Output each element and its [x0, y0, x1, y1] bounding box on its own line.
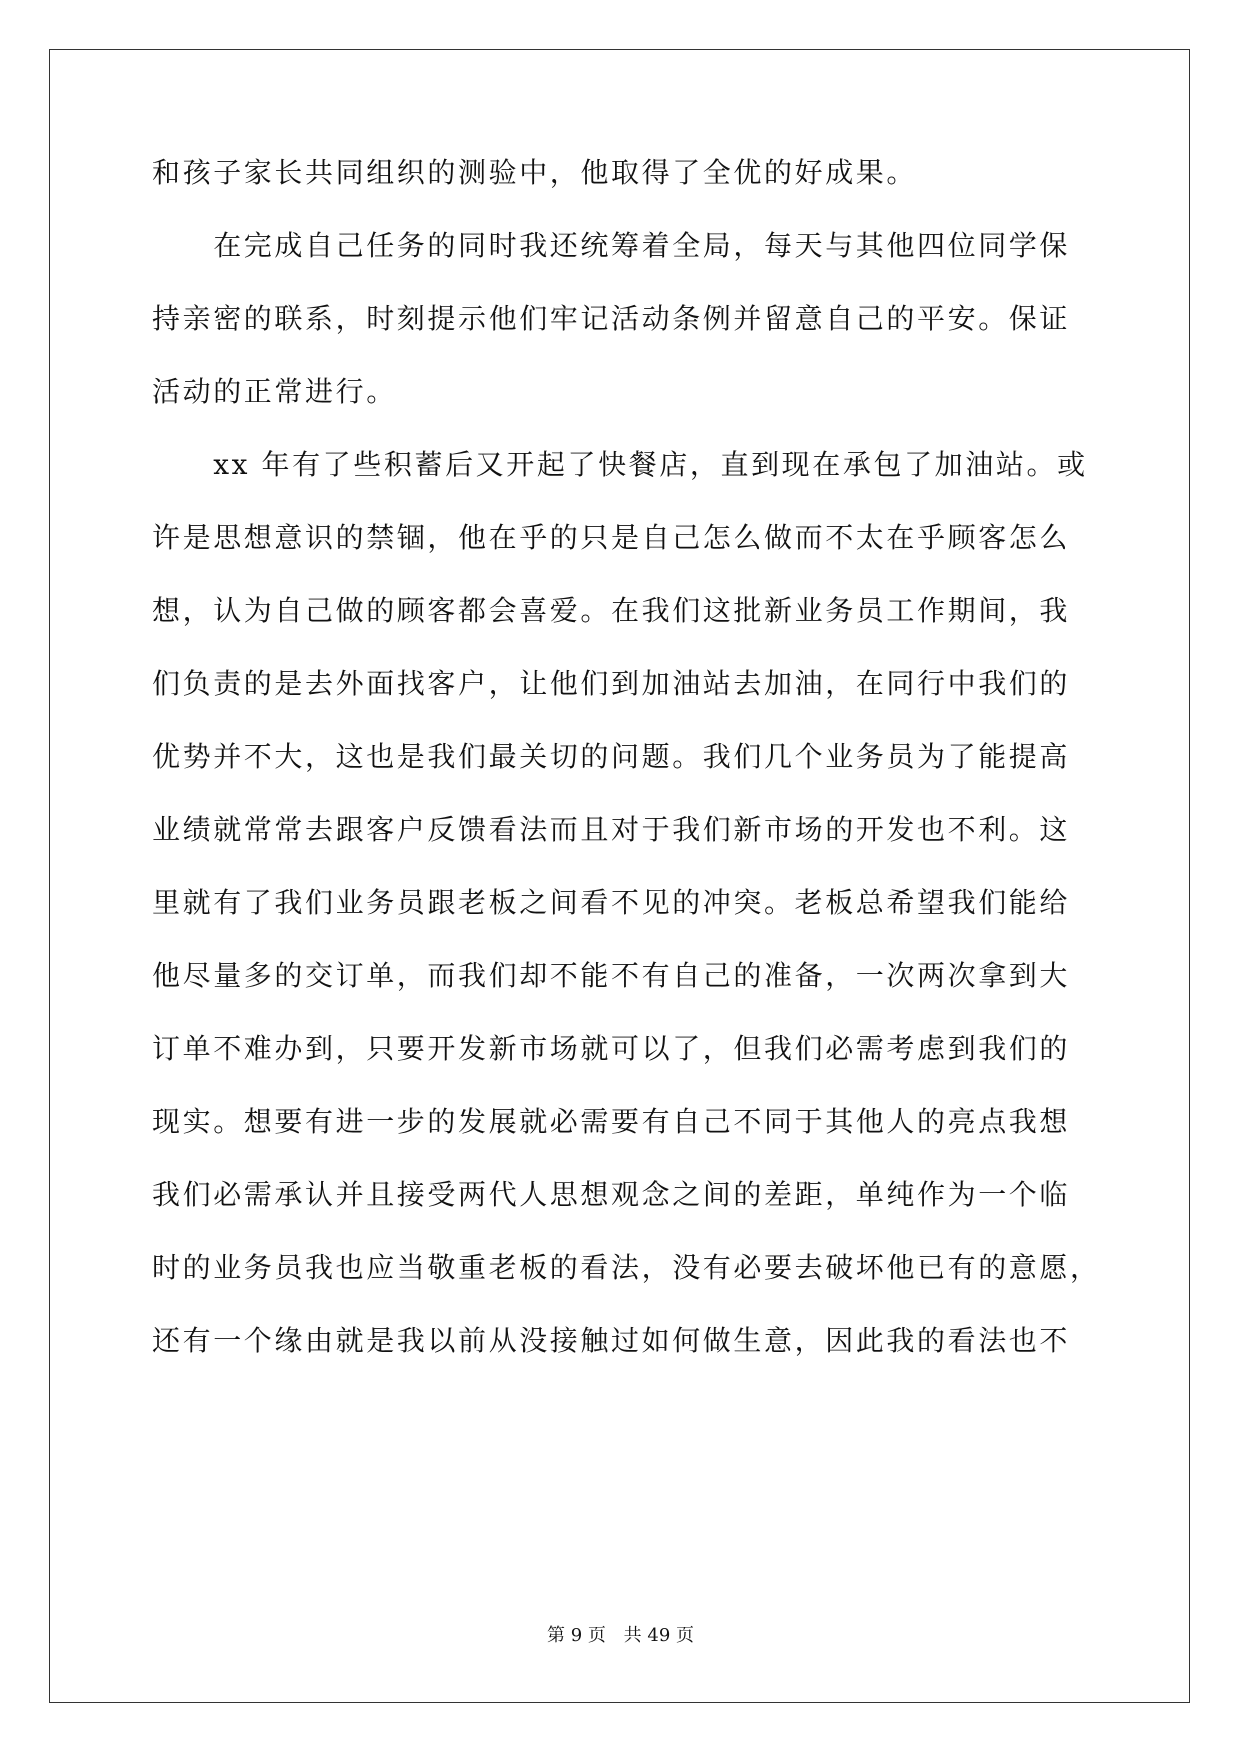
text-line: 现实。想要有进一步的发展就必需要有自己不同于其他人的亮点我想: [152, 1105, 1071, 1138]
text-line: 优势并不大，这也是我们最关切的问题。我们几个业务员为了能提高: [152, 740, 1071, 773]
text-line: 我们必需承认并且接受两代人思想观念之间的差距，单纯作为一个临: [152, 1178, 1071, 1211]
text-line: 持亲密的联系，时刻提示他们牢记活动条例并留意自己的平安。保证: [152, 302, 1071, 335]
text-line: xx 年有了些积蓄后又开起了快餐店，直到现在承包了加油站。或: [152, 448, 1088, 481]
text-line: 订单不难办到，只要开发新市场就可以了，但我们必需考虑到我们的: [152, 1032, 1071, 1065]
page-footer: [0, 1621, 1241, 1647]
page-total: 共 49 页: [623, 1625, 694, 1646]
page-number: 第 9 页: [547, 1625, 606, 1646]
text-line: 活动的正常进行。: [152, 375, 397, 408]
text-line: 想，认为自己做的顾客都会喜爱。在我们这批新业务员工作期间，我: [152, 594, 1071, 627]
text-line: 在完成自己任务的同时我还统筹着全局，每天与其他四位同学保: [152, 229, 1071, 262]
text-line: 许是思想意识的禁锢，他在乎的只是自己怎么做而不太在乎顾客怎么: [152, 521, 1071, 554]
page-border: [49, 49, 1190, 1703]
text-line: 和孩子家长共同组织的测验中，他取得了全优的好成果。: [152, 156, 918, 189]
text-line: 还有一个缘由就是我以前从没接触过如何做生意，因此我的看法也不: [152, 1324, 1071, 1357]
text-line: 业绩就常常去跟客户反馈看法而且对于我们新市场的开发也不利。这: [152, 813, 1071, 846]
text-line: 们负责的是去外面找客户，让他们到加油站去加油，在同行中我们的: [152, 667, 1071, 700]
text-line: 时的业务员我也应当敬重老板的看法，没有必要去破坏他已有的意愿，: [152, 1251, 1101, 1284]
text-line: 他尽量多的交订单，而我们却不能不有自己的准备，一次两次拿到大: [152, 959, 1071, 992]
text-line: 里就有了我们业务员跟老板之间看不见的冲突。老板总希望我们能给: [152, 886, 1071, 919]
